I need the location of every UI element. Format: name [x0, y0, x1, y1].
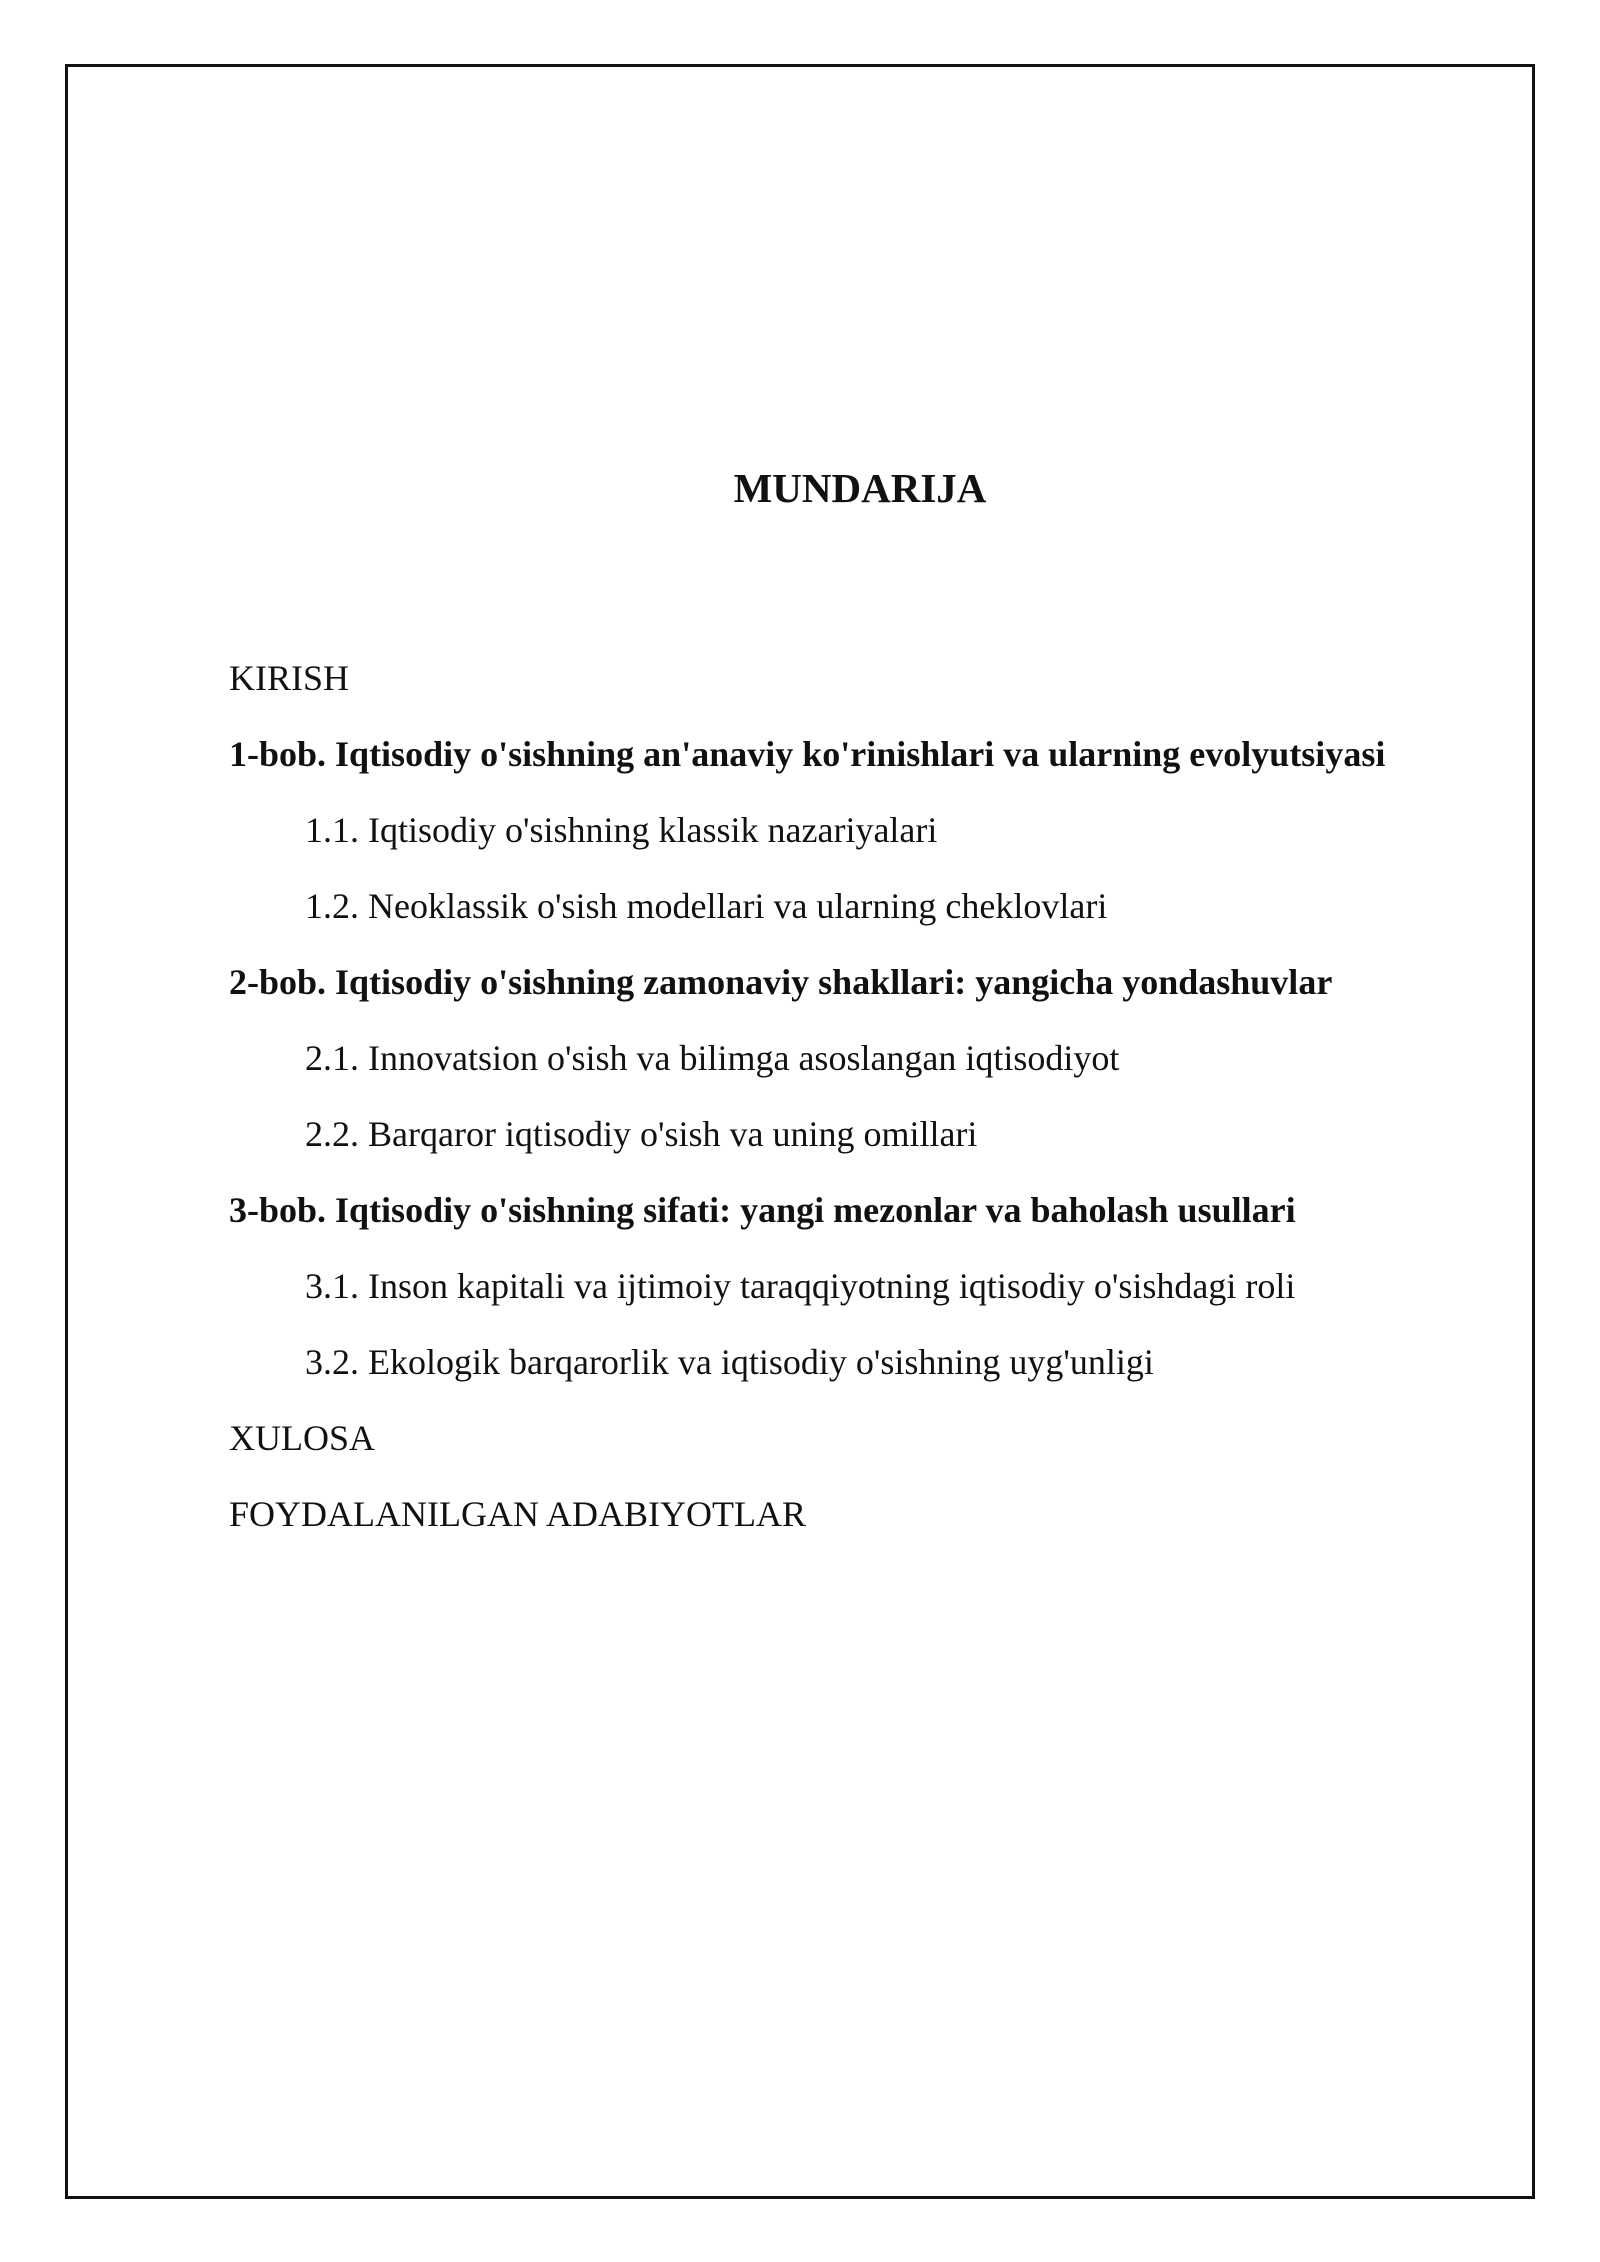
- toc-item-section-1-2: 1.2. Neoklassik o'sish modellari va ularning cheklovlari: [305, 886, 1108, 926]
- toc-item-chapter-3: 3-bob. Iqtisodiy o'sishning sifati: yangi mezonlar va baholash usullari: [229, 1190, 1296, 1230]
- toc-item-section-3-1: 3.1. Inson kapitali va ijtimoiy taraqqiyotning iqtisodiy o'sishdagi roli: [305, 1266, 1296, 1306]
- toc-item-chapter-2: 2-bob. Iqtisodiy o'sishning zamonaviy shakllari: yangicha yondashuvlar: [229, 962, 1333, 1002]
- toc-item-section-2-1: 2.1. Innovatsion o'sish va bilimga asoslangan iqtisodiyot: [305, 1038, 1120, 1078]
- page-title: MUNDARIJA: [733, 465, 987, 511]
- toc-item-section-3-2: 3.2. Ekologik barqarorlik va iqtisodiy o'sishning uyg'unligi: [305, 1342, 1154, 1382]
- toc-item-conclusion: XULOSA: [229, 1418, 376, 1458]
- toc-item-references: FOYDALANILGAN ADABIYOTLAR: [229, 1494, 806, 1534]
- toc-item-chapter-1: 1-bob. Iqtisodiy o'sishning an'anaviy ko'rinishlari va ularning evolyutsiyasi: [229, 734, 1386, 774]
- toc-item-introduction: KIRISH: [229, 658, 350, 698]
- toc-item-section-1-1: 1.1. Iqtisodiy o'sishning klassik nazariyalari: [305, 810, 938, 850]
- toc-item-section-2-2: 2.2. Barqaror iqtisodiy o'sish va uning omillari: [305, 1114, 978, 1154]
- table-of-contents: [229, 640, 1519, 1552]
